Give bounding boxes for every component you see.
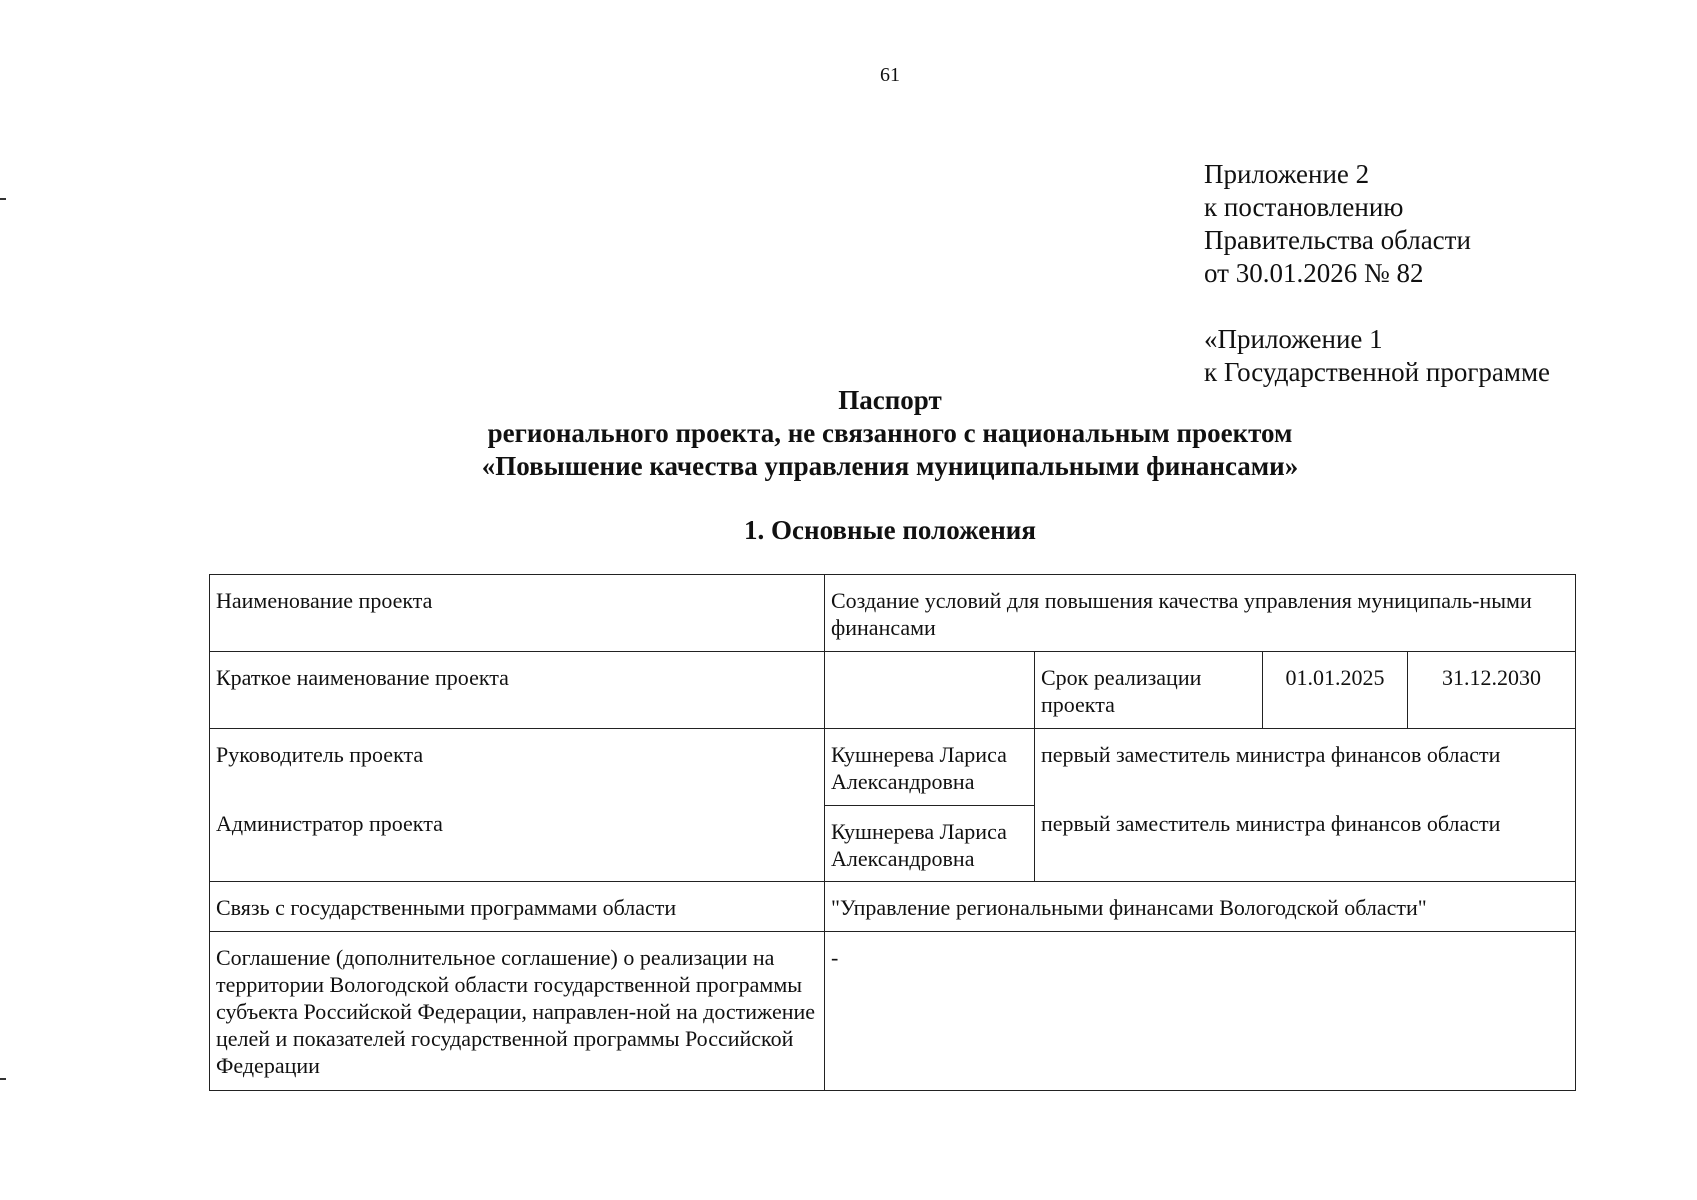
table-cell-value: Кушнерева Лариса Александровна [825,729,1035,806]
table-cell-value: первый заместитель министра финансов области [1035,729,1576,806]
table-cell-label: Срок реализации проекта [1035,652,1263,729]
appendix-line: к Государственной программе [1204,357,1551,387]
appendix-line: к постановлению [1204,192,1404,222]
table-row [210,932,1576,1091]
table-cell-label: Связь с государственными программами области [210,882,825,932]
table-cell-value: - [825,932,1576,1091]
appendix-line: Правительства области [1204,225,1471,255]
appendix-date-number: от 30.01.2026 № 82 [1204,258,1424,288]
table-cell-value: "Управление региональными финансами Вологодской области" [825,882,1576,932]
table-row [210,729,1576,806]
table-cell-value: Создание условий для повышения качества управления муниципаль-ными финансами [825,575,1576,652]
table-cell-label: Краткое наименование проекта [210,652,825,729]
table-cell-value: Кушнерева Лариса Александровна [825,806,1035,882]
title-line: регионального проекта, не связанного с национальным проектом [487,418,1293,448]
scan-margin-mark [0,1078,6,1080]
table-row [210,575,1576,652]
appendix-line: Приложение 2 [1204,159,1370,189]
scan-margin-mark [0,198,6,200]
table-cell-value [825,652,1035,729]
title-line: «Повышение качества управления муниципальными финансами» [481,451,1299,481]
table-cell-date: 31.12.2030 [1408,652,1576,729]
table-cell-label: Соглашение (дополнительное соглашение) о реализации на территории Вологодской области государственной программы субъекта Российской Федерации, направлен-ной на достижение целей и показателей государственной программы Российской Федерации [210,932,825,1091]
table-row [210,882,1576,932]
title-line: Паспорт [838,385,942,415]
table-row [210,806,1576,882]
table-cell-date: 01.01.2025 [1263,652,1408,729]
passport-table [209,574,1576,1091]
page-number: 61 [880,64,900,86]
table-cell-value: первый заместитель министра финансов области [1035,806,1576,882]
table-cell-label: Наименование проекта [210,575,825,652]
table-cell-label: Администратор проекта [210,806,825,882]
document-title [0,384,1697,483]
section-title: 1. Основные положения [744,515,1036,545]
table-cell-label: Руководитель проекта [210,729,825,806]
appendix-line: «Приложение 1 [1204,324,1383,354]
appendix-block [1204,158,1550,389]
table-row [210,652,1576,729]
